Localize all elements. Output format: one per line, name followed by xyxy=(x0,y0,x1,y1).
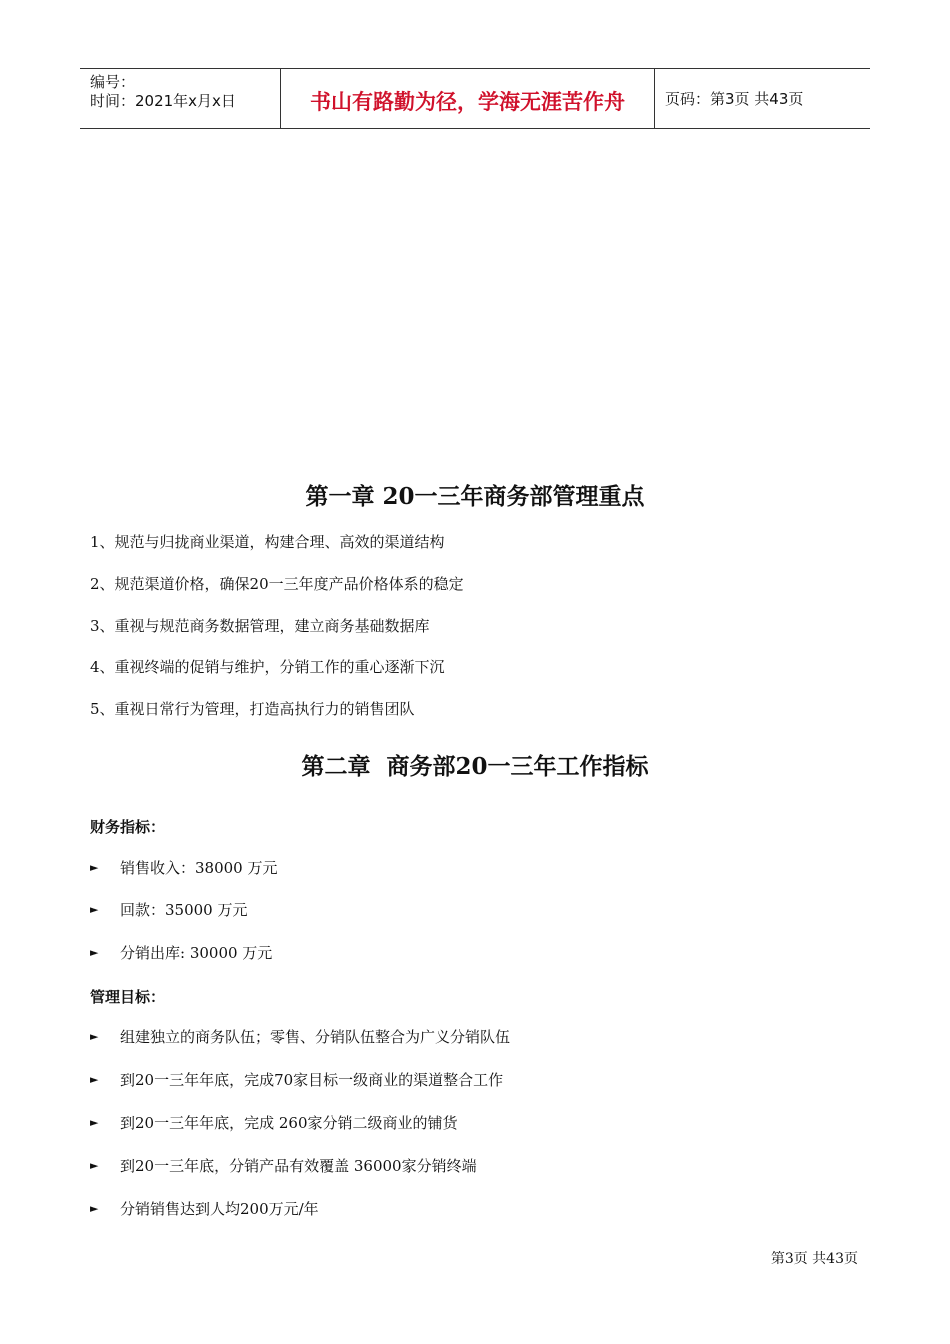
bullet-arrow-icon: ► xyxy=(90,1073,99,1086)
bullet-arrow-icon: ► xyxy=(90,1116,99,1129)
bullet-arrow-icon: ► xyxy=(90,861,99,874)
page-header xyxy=(80,68,870,129)
bullet-arrow-icon: ► xyxy=(90,1202,99,1215)
header-number-label: 编号： xyxy=(90,73,136,91)
chapter1-item-3: 3、重视与规范商务数据管理，建立商务基础数据库 xyxy=(90,617,430,635)
finance-item-text: 分销出库: 30000 万元 xyxy=(120,944,273,962)
management-item xyxy=(90,1026,510,1047)
chapter1-item-2: 2、规范渠道价格，确保20一三年度产品价格体系的稳定 xyxy=(90,575,464,593)
chapter1-item-5: 5、重视日常行为管理，打造高执行力的销售团队 xyxy=(90,700,415,718)
page-footer: 第3页 共43页 xyxy=(770,1251,858,1267)
chapter2-title xyxy=(0,748,950,781)
finance-label: 财务指标： xyxy=(90,818,166,836)
finance-item-text: 回款：35000 万元 xyxy=(120,901,248,919)
finance-item xyxy=(90,942,272,963)
bullet-arrow-icon: ► xyxy=(90,1159,99,1172)
management-label: 管理目标： xyxy=(90,988,166,1006)
management-item-text: 分销销售达到人均200万元/年 xyxy=(120,1200,319,1218)
finance-item xyxy=(90,899,248,920)
finance-item xyxy=(90,857,278,878)
chapter1-item-1: 1、规范与归拢商业渠道，构建合理、高效的渠道结构 xyxy=(90,533,445,551)
finance-item-text: 销售收入：38000 万元 xyxy=(120,859,278,877)
chapter1-item-4: 4、重视终端的促销与维护，分销工作的重心逐渐下沉 xyxy=(90,658,445,676)
management-item-text: 到20一三年底，分销产品有效覆盖 36000家分销终端 xyxy=(120,1157,477,1175)
management-item xyxy=(90,1069,503,1090)
header-page-info: 页码：第3页 共43页 xyxy=(665,90,804,108)
management-item xyxy=(90,1198,319,1219)
bullet-arrow-icon: ► xyxy=(90,1030,99,1043)
header-time-label: 时间：2021年x月x日 xyxy=(90,92,236,110)
management-item xyxy=(90,1112,458,1133)
management-item xyxy=(90,1155,477,1176)
management-item-text: 组建独立的商务队伍；零售、分销队伍整合为广义分销队伍 xyxy=(120,1028,511,1046)
chapter2-title-text: 第二章 商务部20一三年工作指标 xyxy=(301,753,649,780)
header-motto: 书山有路勤为径，学海无涯苦作舟 xyxy=(281,69,655,128)
chapter1-title: 第一章 20一三年商务部管理重点 xyxy=(305,483,645,510)
header-meta xyxy=(80,69,281,128)
bullet-arrow-icon: ► xyxy=(90,903,99,916)
management-item-text: 到20一三年年底，完成 260家分销二级商业的铺货 xyxy=(120,1114,458,1132)
bullet-arrow-icon: ► xyxy=(90,946,99,959)
management-item-text: 到20一三年年底，完成70家目标一级商业的渠道整合工作 xyxy=(120,1071,504,1089)
